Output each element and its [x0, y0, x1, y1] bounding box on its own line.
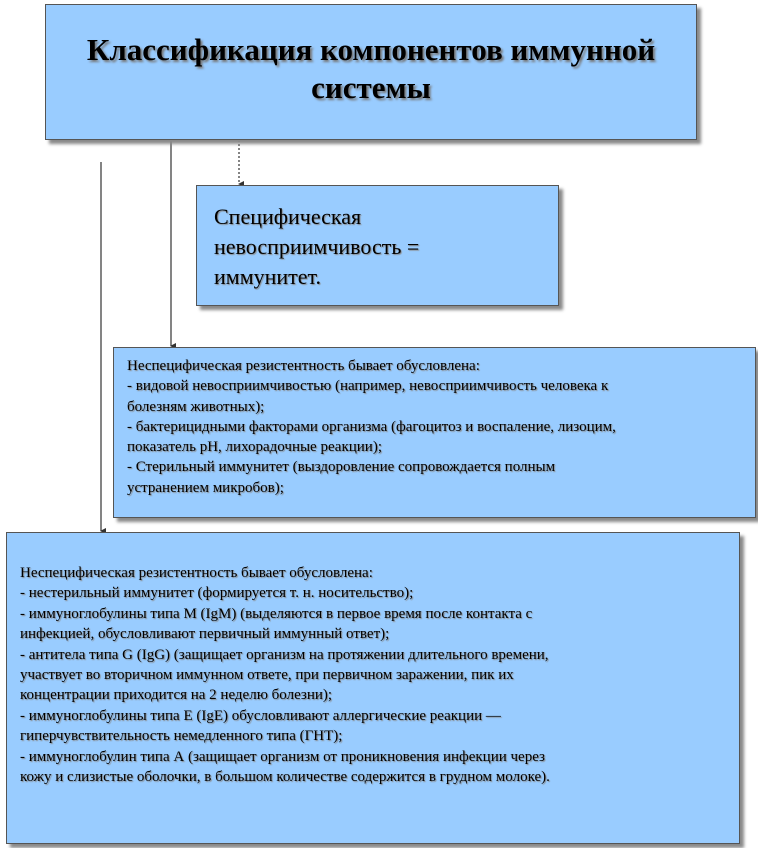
nonspecific-2-line: - иммуноглобулин типа А (защищает организм от проникновения инфекции через: [20, 748, 545, 765]
nonspecific-2-line: участвует во вторичном иммунном ответе, при первичном заражении, пик их: [20, 667, 514, 684]
nonspecific-2-line: - иммуноглобулины типа М (IgM) (выделяются в первое время после контакта с: [20, 605, 533, 622]
nonspecific-2-line: - антитела типа G (IgG) (защищает организм на протяжении длительного времени,: [20, 646, 549, 663]
title-box: [45, 4, 697, 140]
nonspecific-1-line: - бактерицидными факторами организма (фагоцитоз и воспаление, лизоцим,: [127, 418, 616, 435]
specific-immunity-text: [214, 202, 544, 292]
nonspecific-resistance-box-1: [113, 347, 756, 518]
nonspecific-resistance-text-1: [127, 356, 749, 498]
nonspecific-1-line: устранением микробов);: [127, 479, 284, 496]
specific-line: Специфическая: [214, 204, 362, 229]
diagram-title: Классификация компонентов иммунной системы: [86, 32, 656, 105]
nonspecific-2-line: - иммуноглобулины типа Е (IgE) обусловливают аллергические реакции —: [20, 707, 501, 724]
nonspecific-resistance-box-2: [6, 532, 740, 844]
nonspecific-2-line: инфекцией, обусловливают первичный иммунный ответ);: [20, 626, 390, 643]
nonspecific-1-line: показатель pH, лихорадочные реакции);: [127, 439, 382, 456]
nonspecific-2-line: гиперчувствительность немедленного типа (ГНТ);: [20, 728, 343, 745]
specific-line: невосприимчивость =: [214, 234, 420, 259]
nonspecific-2-line: концентрации приходится на 2 неделю болезни);: [20, 687, 333, 704]
specific-immunity-box: [196, 185, 559, 306]
nonspecific-1-line: болезням животных);: [127, 398, 265, 415]
nonspecific-2-line: кожу и слизистые оболочки, в большом количестве содержится в грудном молоке).: [20, 769, 550, 786]
nonspecific-resistance-text-2: [20, 563, 726, 787]
specific-line: иммунитет.: [214, 264, 322, 289]
nonspecific-1-line: Неспецифическая резистентность бывает обусловлена:: [127, 358, 480, 374]
nonspecific-2-line: - нестерильный иммунитет (формируется т. н. носительство);: [20, 585, 414, 602]
nonspecific-2-line: Неспецифическая резистентность бывает обусловлена:: [20, 565, 373, 581]
nonspecific-1-line: - Стерильный иммунитет (выздоровление сопровождается полным: [127, 459, 556, 476]
nonspecific-1-line: - видовой невосприимчивостью (например, невосприимчивость человека к: [127, 378, 609, 395]
